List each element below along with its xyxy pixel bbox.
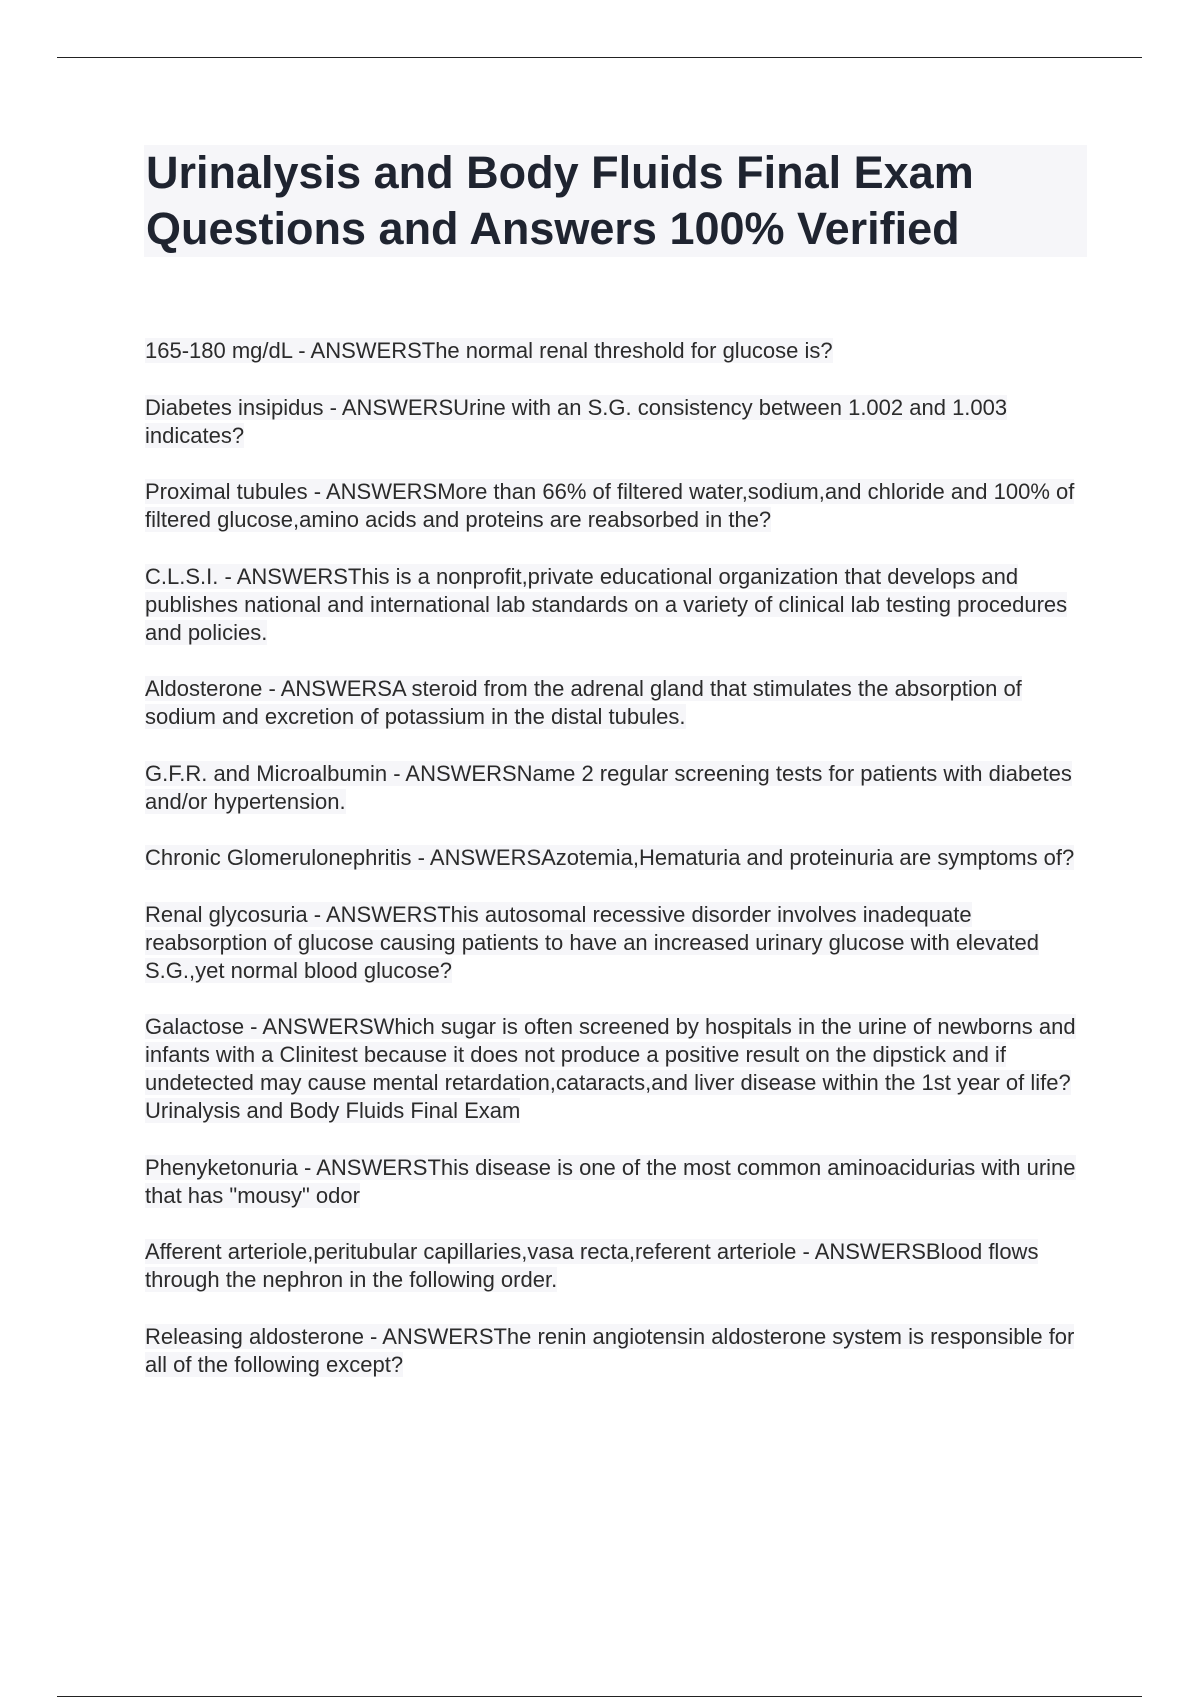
top-divider [57, 57, 1142, 58]
qa-text: Releasing aldosterone - ANSWERSThe renin angiotensin aldosterone system is responsible for all of the following except? [145, 1323, 1075, 1377]
qa-text: Aldosterone - ANSWERSA steroid from the adrenal gland that stimulates the absorption of sodium and excretion of potassium in the distal tubules. [145, 676, 1022, 729]
qa-text: 165-180 mg/dL - ANSWERSThe normal renal threshold for glucose is? [145, 338, 833, 363]
qa-text: G.F.R. and Microalbumin - ANSWERSName 2 regular screening tests for patients with diabetes and/or hypertension. [145, 760, 1072, 814]
qa-item [145, 760, 1090, 816]
qa-item [145, 901, 1090, 985]
page-title: Urinalysis and Body Fluids Final Exam Questions and Answers 100% Verified [146, 147, 974, 254]
qa-text: Diabetes insipidus - ANSWERSUrine with an S.G. consistency between 1.002 and 1.003 indicates? [145, 394, 1008, 448]
qa-item [145, 675, 1090, 731]
qa-text: Renal glycosuria - ANSWERSThis autosomal recessive disorder involves inadequate reabsorption of glucose causing patients to have an increased urinary glucose with elevated S.G.,yet normal blood glucose? [145, 901, 1039, 983]
qa-text: Chronic Glomerulonephritis - ANSWERSAzotemia,Hematuria and proteinuria are symptoms of? [145, 845, 1075, 870]
qa-item [145, 844, 1090, 872]
qa-text: Galactose - ANSWERSWhich sugar is often screened by hospitals in the urine of newborns and infants with a Clinitest because it does not produce a positive result on the dipstick and if undetected may cause mental retardation,cataracts,and liver disease within the 1st year of life?Urinalysis and Body Fluids Final Exam [145, 1014, 1076, 1123]
qa-list [145, 337, 1090, 1407]
qa-item [145, 478, 1090, 534]
qa-text: C.L.S.I. - ANSWERSThis is a nonprofit,private educational organization that develops and publishes national and international lab standards on a variety of clinical lab testing procedures and policies. [145, 563, 1068, 645]
qa-item [145, 1013, 1090, 1125]
qa-item [145, 394, 1090, 450]
qa-item [145, 1323, 1090, 1379]
qa-text: Afferent arteriole,peritubular capillaries,vasa recta,referent arteriole - ANSWERSBlood flows through the nephron in the following order. [145, 1239, 1039, 1292]
qa-item [145, 337, 1090, 365]
title-block [144, 145, 1087, 257]
qa-text: Proximal tubules - ANSWERSMore than 66% of filtered water,sodium,and chloride and 100% of filtered glucose,amino acids and proteins are reabsorbed in the? [145, 479, 1075, 532]
qa-item [145, 563, 1090, 647]
bottom-divider [57, 1696, 1142, 1697]
qa-item [145, 1238, 1090, 1294]
qa-text: Phenyketonuria - ANSWERSThis disease is one of the most common aminoacidurias with urine that has "mousy" odor [145, 1154, 1076, 1208]
qa-item [145, 1154, 1090, 1210]
